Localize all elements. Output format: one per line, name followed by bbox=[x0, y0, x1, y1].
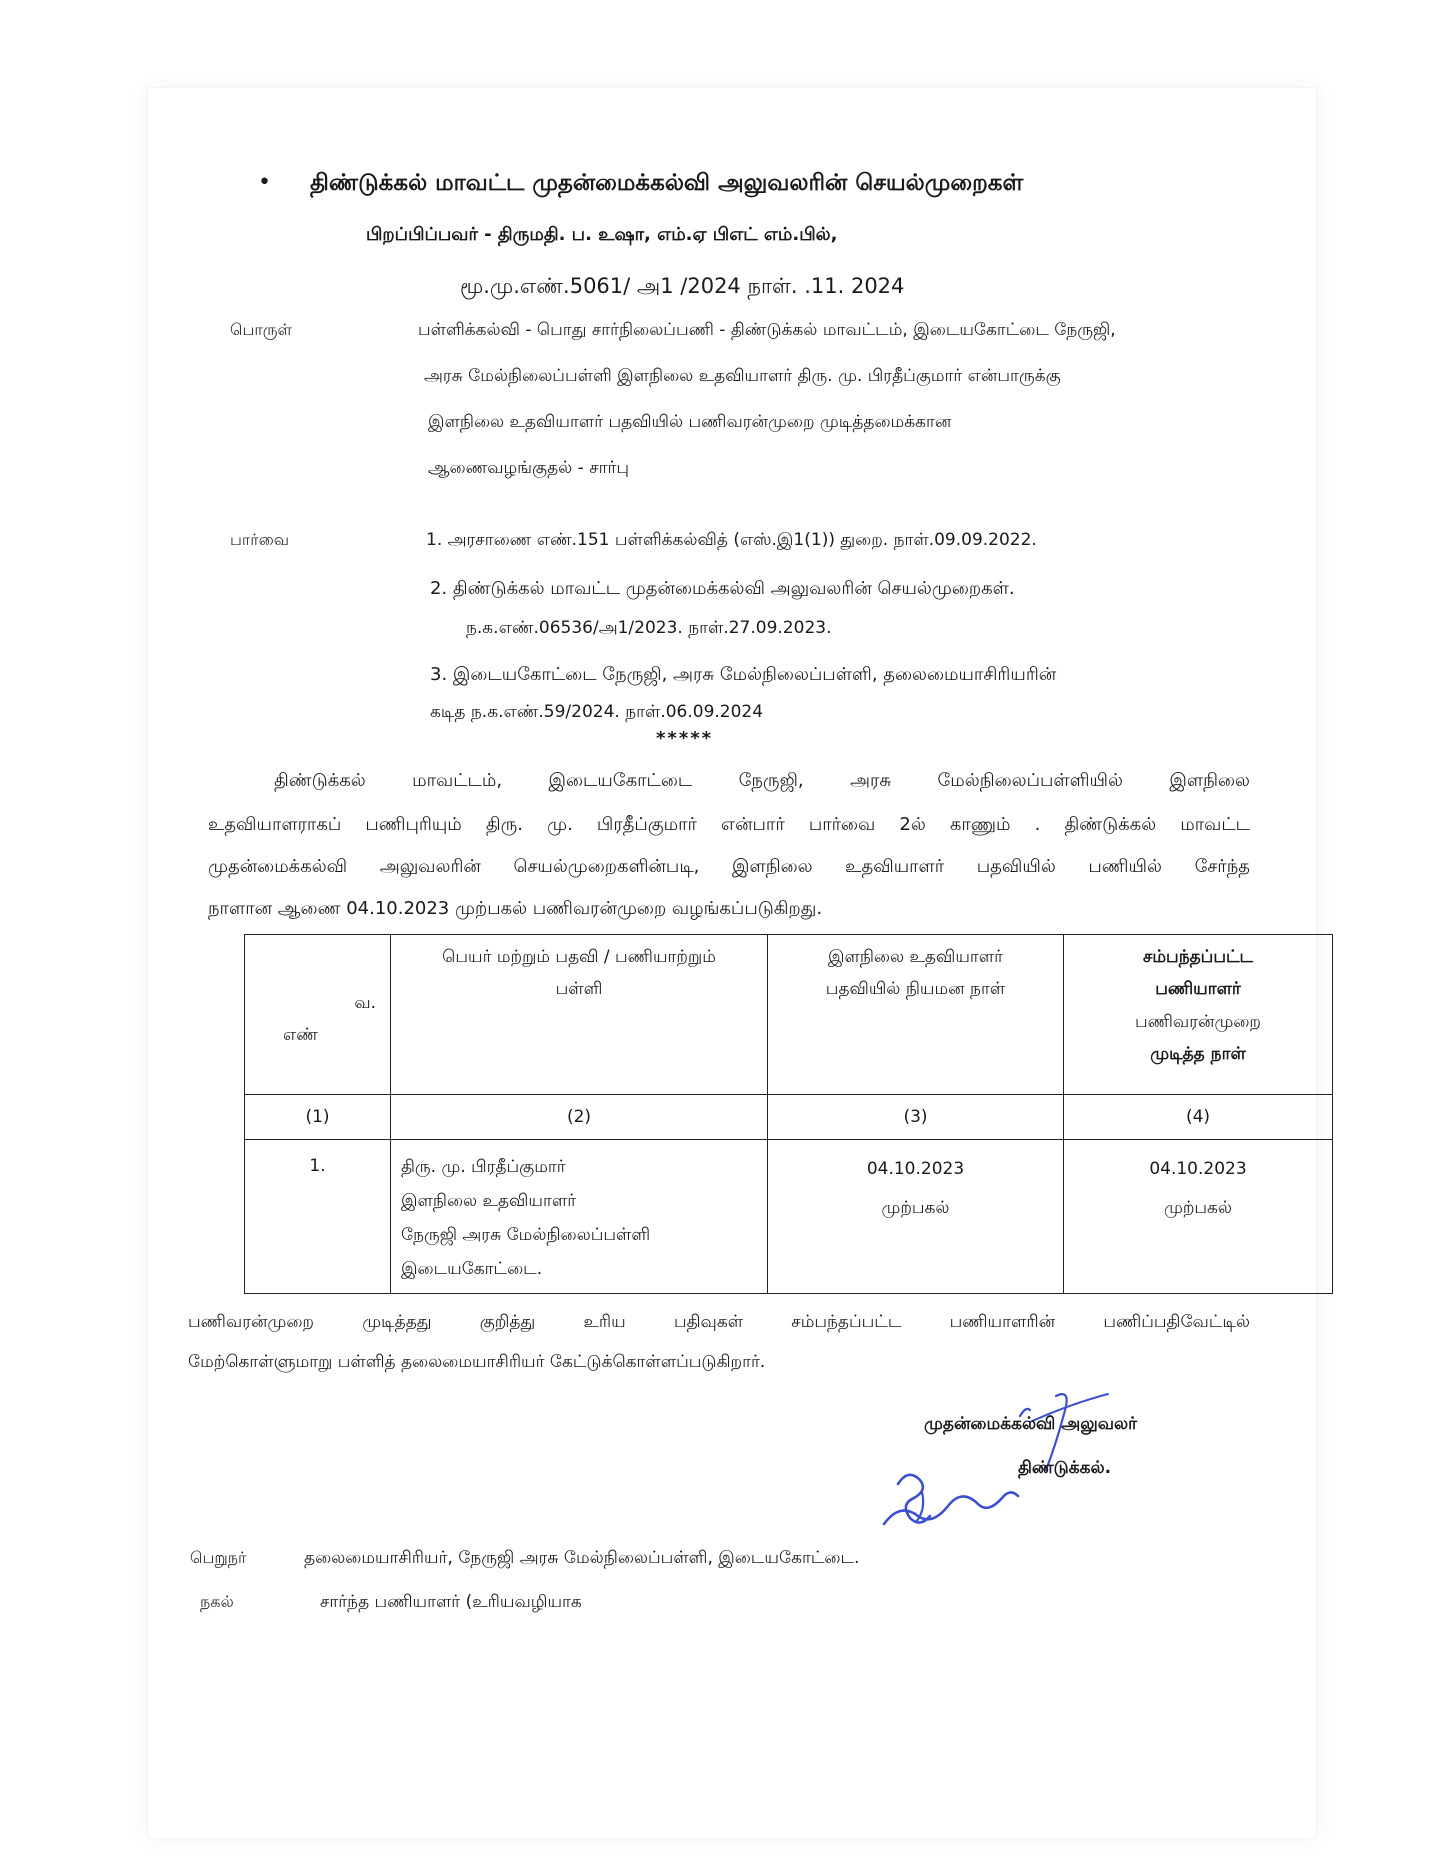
subject-line: பள்ளிக்கல்வி - பொது சார்நிலைப்பணி - திண்டுக்கல் மாவட்டம், இடையகோட்டை நேருஜி, bbox=[418, 320, 1116, 340]
header-employee: பணியாளர் bbox=[1155, 979, 1241, 1000]
header-name-post: பெயர் மற்றும் பதவி / பணியாற்றும் bbox=[442, 947, 716, 967]
regularisation-date: 04.10.2023 bbox=[1149, 1159, 1247, 1180]
body-paragraph-line: நாளான ஆணை 04.10.2023 முற்பகல் பணிவரன்முறை வழங்கப்படுகிறது. bbox=[208, 898, 823, 919]
reference-item-2-number: ந.க.எண்.06536/அ1/2023. நாள்.27.09.2023. bbox=[466, 618, 832, 638]
column-number: (1) bbox=[245, 1095, 391, 1140]
body-paragraph-line: உதவியாளராகப் பணிபுரியும் திரு. மு. பிரதீப்குமார் என்பார் பார்வை 2ல் காணும் . திண்டுக்கல் மாவட்ட bbox=[208, 814, 1250, 835]
recipient-text: தலைமையாசிரியர், நேருஜி அரசு மேல்நிலைப்பள்ளி, இடையகோட்டை. bbox=[304, 1548, 860, 1568]
appointment-date: 04.10.2023 bbox=[866, 1159, 965, 1180]
regularisation-session: முற்பகல் bbox=[1163, 1198, 1233, 1219]
bullet-mark: • bbox=[258, 170, 271, 195]
copy-text: சார்ந்த பணியாளர் (உரியவழியாக bbox=[320, 1592, 582, 1612]
closing-line: மேற்கொள்ளுமாறு பள்ளித் தலைமையாசிரியர் கேட்டுக்கொள்ளப்படுகிறார். bbox=[188, 1352, 766, 1372]
employee-name: திரு. மு. பிரதீப்குமார் bbox=[401, 1157, 566, 1178]
signatory-title: முதன்மைக்கல்வி அலுவலர் bbox=[924, 1414, 1137, 1434]
header-appointment-date: பதவியில் நியமன நாள் bbox=[825, 979, 1006, 1000]
reference-item-3: 3. இடையகோட்டை நேருஜி, அரசு மேல்நிலைப்பள்ளி, தலைமையாசிரியரின் bbox=[430, 664, 1057, 685]
employee-school: நேருஜி அரசு மேல்நிலைப்பள்ளி bbox=[401, 1225, 651, 1246]
separator-stars: ***** bbox=[656, 728, 714, 749]
table-number-row bbox=[245, 1095, 1333, 1140]
employee-place: இடையகோட்டை. bbox=[401, 1259, 543, 1280]
row-serial: 1. bbox=[245, 1140, 391, 1294]
regularisation-table bbox=[244, 934, 1333, 1294]
signature-ink bbox=[870, 1374, 1110, 1536]
header-regularisation: பணிவரன்முறை bbox=[1134, 1011, 1261, 1032]
column-number: (2) bbox=[391, 1095, 768, 1140]
subject-line: இளநிலை உதவியாளர் பதவியில் பணிவரன்முறை முடித்தமைக்கான bbox=[428, 412, 952, 432]
header-completion-date: முடித்த நாள் bbox=[1150, 1043, 1246, 1064]
subject-label: பொருள் bbox=[230, 320, 292, 339]
signatory-place: திண்டுக்கல். bbox=[1018, 1458, 1112, 1478]
issuer-line: பிறப்பிப்பவர் - திருமதி. ப. உஷா, எம்.ஏ பிஎட் எம்.பில், bbox=[366, 224, 838, 245]
document-title: திண்டுக்கல் மாவட்ட முதன்மைக்கல்வி அலுவலரின் செயல்முறைகள் bbox=[310, 170, 1024, 196]
column-number: (3) bbox=[768, 1095, 1064, 1140]
appointment-session: முற்பகல் bbox=[881, 1198, 950, 1219]
body-paragraph-line: திண்டுக்கல் மாவட்டம், இடையகோட்டை நேருஜி, அரசு மேல்நிலைப்பள்ளியில் இளநிலை bbox=[274, 770, 1250, 791]
header-serial: வ. bbox=[354, 993, 376, 1013]
reference-item-2: 2. திண்டுக்கல் மாவட்ட முதன்மைக்கல்வி அலுவலரின் செயல்முறைகள். bbox=[430, 578, 1015, 599]
recipient-label: பெறுநர் bbox=[190, 1548, 247, 1567]
header-post: இளநிலை உதவியாளர் bbox=[827, 947, 1004, 967]
subject-line: ஆணைவழங்குதல் - சார்பு bbox=[428, 458, 630, 478]
employee-post: இளநிலை உதவியாளர் bbox=[401, 1191, 577, 1212]
table-header-row bbox=[245, 935, 1333, 1095]
document-page bbox=[148, 88, 1316, 1838]
copy-label: நகல் bbox=[200, 1592, 234, 1611]
table-row bbox=[245, 1140, 1333, 1294]
body-paragraph-line: முதன்மைக்கல்வி அலுவலரின் செயல்முறைகளின்படி, இளநிலை உதவியாளர் பதவியில் பணியில் சேர்ந்த bbox=[208, 856, 1250, 877]
reference-item-3-number: கடித ந.க.எண்.59/2024. நாள்.06.09.2024 bbox=[430, 702, 764, 722]
reference-item-1: 1. அரசாணை எண்.151 பள்ளிக்கல்வித் (எஸ்.இ1(1)) துறை. நாள்.09.09.2022. bbox=[426, 530, 1037, 550]
subject-line: அரசு மேல்நிலைப்பள்ளி இளநிலை உதவியாளர் திரு. மு. பிரதீப்குமார் என்பாருக்கு bbox=[424, 366, 1061, 386]
closing-line: பணிவரன்முறை முடித்தது குறித்து உரிய பதிவுகள் சம்பந்தப்பட்ட பணியாளரின் பணிப்பதிவேட்டில் bbox=[188, 1312, 1250, 1332]
header-concerned: சம்பந்தப்பட்ட bbox=[1142, 947, 1254, 967]
reference-number: மூ.மு.எண்.5061/ அ1 /2024 நாள். .11. 2024 bbox=[460, 274, 905, 298]
column-number: (4) bbox=[1064, 1095, 1333, 1140]
header-school: பள்ளி bbox=[555, 979, 603, 1000]
reference-label: பார்வை bbox=[230, 530, 290, 549]
header-serial-number: எண் bbox=[283, 1025, 318, 1046]
